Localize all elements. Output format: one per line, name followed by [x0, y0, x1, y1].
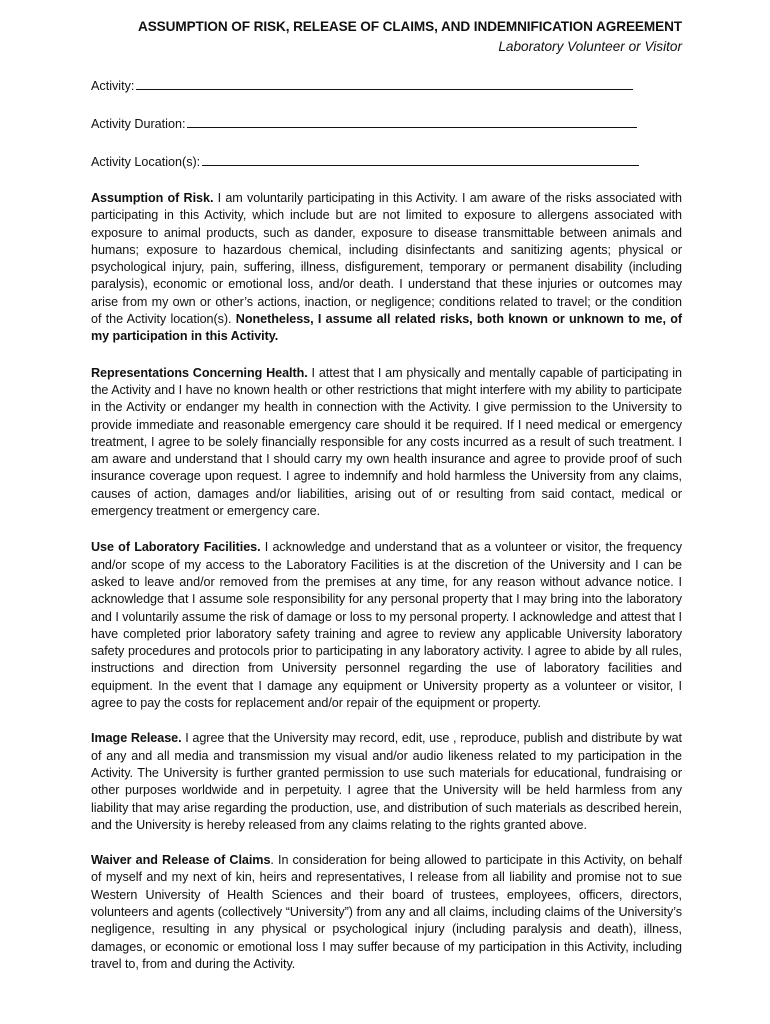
section-emphasis: Nonetheless, I assume all related risks, both known or unknown to me, of my participation in this Activity. — [91, 312, 683, 344]
section-body: I am voluntarily participating in this Activity. I am aware of the risks associated with participating in this Activity, which include but are not limited to exposure to allergens associated with exposure to animal products, such as dander, exposure to disease transmittable between animals and humans; exposure to hazardous chemical, including disinfectants and sanitizing agents; physical or psychological injury, pain, suffering, illness, disfigurement, temporary or permanent disability (including paralysis), economic or emotional loss, and/or death. I understand that these injuries or outcomes may arise from my own or other’s actions, inaction, or negligence; conditions related to travel; or the condition of the Activity location(s). — [91, 191, 682, 327]
section-heading: Waiver and Release of Claims — [91, 853, 271, 868]
section-heading: Assumption of Risk. — [91, 191, 214, 205]
section-image-release — [91, 730, 682, 834]
section-representations-concerning-health — [91, 365, 682, 521]
section-body: I attest that I am physically and mentally capable of participating in the Activity and I have no known health or other restrictions that might interfere with my ability to participate in the Activity or endanger my health in connection with the Activity. I give permission to the University to provide immediate and reasonable emergency care should it be required. If I need medical or emergency treatment, I agree to be solely financially responsible for any costs incurred as a result of such treatment. I am aware and understand that I should carry my own health insurance and agree to provide proof of such insurance coverage upon request. I agree to indemnify and hold harmless the University from any claims, causes of action, damages and/or liabilities, arising out of or resulting from said contact, medical or emergency treatment or emergency care. — [91, 365, 682, 519]
section-waiver-and-release — [91, 852, 682, 973]
section-use-of-laboratory-facilities — [91, 539, 682, 712]
activity-location-field — [91, 151, 682, 171]
section-heading: Image Release. — [91, 731, 182, 746]
activity-location-input-line[interactable] — [202, 151, 639, 166]
section-heading: Use of Laboratory Facilities. — [91, 540, 261, 555]
activity-label: Activity: — [91, 79, 135, 93]
activity-duration-field — [91, 113, 682, 133]
section-body: I agree that the University may record, edit, use , reproduce, publish and distribute by wat of any and all media and transmission my visual and/or audio likeness related to my participation in the Activity. The University is further granted permission to use such materials for educational, fundraising or other purposes worldwide and in perpetuity. I agree that the University will be held harmless from any liability that may arise regarding the production, use, and distribution of such materials as described herein, and the University is hereby released from any claims relating to the rights granted above. — [91, 731, 683, 832]
document-subtitle: Laboratory Volunteer or Visitor — [498, 39, 682, 54]
activity-duration-input-line[interactable] — [187, 113, 637, 128]
section-body: I acknowledge and understand that as a volunteer or visitor, the frequency and/or scope of my access to the Laboratory Facilities is at the discretion of the University and I can be asked to leave and/or removed from the premises at any time, for any reason without advance notice. I acknowledge that I assume sole responsibility for any personal property that I may bring into the laboratory and I voluntarily assume the risk of damage or loss to my personal property. I acknowledge and attest that I have completed prior laboratory safety training and agree to review any applicable University laboratory safety procedures and protocols prior to participating in any laboratory activity. I agree to abide by all rules, instructions and direction from University personnel regarding the use of laboratory facilities and equipment. In the event that I damage any equipment or University property as a volunteer or visitor, I agree to pay the costs for replacement and/or repair of the equipment or property. — [91, 540, 683, 711]
section-heading: Representations Concerning Health. — [91, 365, 308, 380]
section-body: . In consideration for being allowed to participate in this Activity, on behalf of myself and my next of kin, heirs and representatives, I release from all liability and promise not to sue Western University of Health Sciences and their board of trustees, employees, officers, directors, volunteers and agents (collectively “University”) from any and all claims, including claims of the University’s negligence, resulting in any physical or psychological injury (including paralysis and death), illness, damages, or economic or emotional loss I may suffer because of my participation in this Activity, including travel to, from and during the Activity. — [91, 853, 682, 971]
activity-field — [91, 75, 682, 95]
activity-duration-label: Activity Duration: — [91, 117, 186, 131]
section-assumption-of-risk — [91, 190, 682, 346]
document-title: ASSUMPTION OF RISK, RELEASE OF CLAIMS, AND INDEMNIFICATION AGREEMENT — [137, 19, 682, 34]
activity-input-line[interactable] — [136, 75, 633, 90]
document-header — [91, 17, 682, 57]
activity-location-label: Activity Location(s): — [91, 155, 201, 169]
